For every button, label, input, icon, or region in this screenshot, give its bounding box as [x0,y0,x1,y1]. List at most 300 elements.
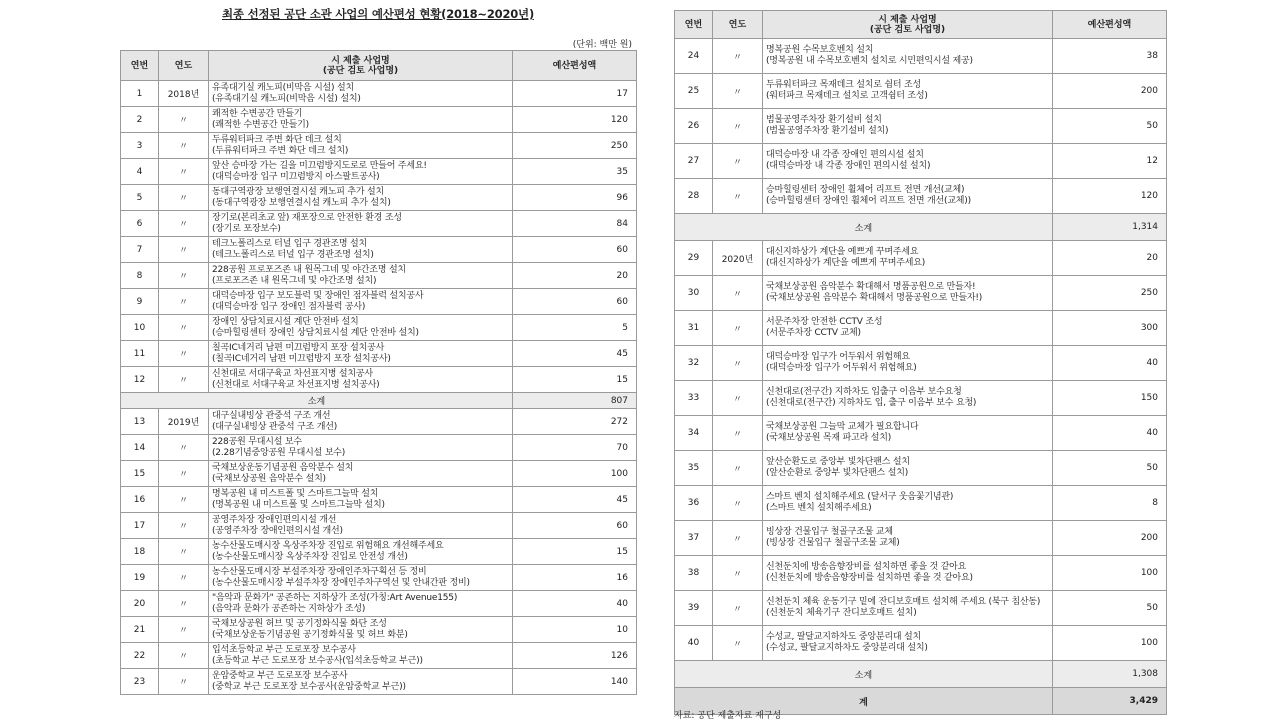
table-body-left [121,81,637,695]
project-name-reviewed: (앞산순환로 중앙부 빛차단팬스 설치) [766,468,909,478]
project-name-submitted: 유족대기실 캐노피(비막음 시설) 설치 [212,82,355,93]
row-number: 23 [121,669,159,695]
table-row [675,144,1167,179]
table-row [675,241,1167,276]
row-number: 11 [121,341,159,367]
row-project-name [209,81,513,107]
row-number: 30 [675,276,713,311]
row-project-name [763,109,1053,144]
project-name-submitted: 신천대로 서대구육교 차선표지병 설치공사 [212,368,373,379]
row-budget: 40 [513,591,637,617]
row-project-name [763,39,1053,74]
project-name-reviewed: (명복공원 내 수목보호벤치 설치로 시민편익시설 제공) [766,56,973,66]
table-row [121,289,637,315]
row-budget: 45 [513,341,637,367]
project-name-reviewed: (대덕승마장 입구가 어두워서 위험해요) [766,363,917,373]
project-name-submitted: 국채보상공원 그늘막 교체가 필요합니다 [766,422,919,432]
source-note: 자료: 공단 제출자료 재구성 [674,711,782,721]
row-project-name [209,565,513,591]
row-budget: 20 [513,263,637,289]
row-number: 3 [121,133,159,159]
table-row [121,409,637,435]
row-budget: 8 [1053,486,1167,521]
project-name-submitted: 명복공원 수목보호벤치 설치 [766,45,874,55]
project-name-submitted: 농수산물도매시장 옥상주차장 진입로 위험해요 개선해주세요 [212,540,444,551]
row-year: 〃 [713,39,763,74]
row-number: 2 [121,107,159,133]
project-name-submitted: 대덕승마장 입구가 어두워서 위험해요 [766,352,910,362]
project-name-reviewed: (프로포즈존 내 원목그네 및 야간조명 설치) [212,275,377,286]
project-name-reviewed: (칠곡IC네거리 남편 미끄럼방지 포장 설치공사) [212,353,391,364]
row-budget: 38 [1053,39,1167,74]
table-row [675,556,1167,591]
row-budget: 40 [1053,416,1167,451]
row-year: 〃 [713,521,763,556]
row-number: 4 [121,159,159,185]
project-name-submitted: 수성교, 팔달교지하차도 중앙분리대 설치 [766,632,922,642]
project-name-submitted: 228공원 프로포즈존 내 원목그네 및 야간조명 설치 [212,264,406,275]
row-number: 39 [675,591,713,626]
row-year: 2020년 [713,241,763,276]
table-header-row [675,11,1167,39]
table-row [675,416,1167,451]
row-project-name [209,643,513,669]
row-budget: 20 [1053,241,1167,276]
project-name-reviewed: (중학교 부근 도로포장 보수공사(운암중학교 부근)) [212,681,406,692]
row-project-name [209,513,513,539]
subtotal-row [675,214,1167,241]
table-row [121,565,637,591]
project-name-submitted: 장애인 상담치료시설 계단 안전바 설치 [212,316,359,327]
row-project-name [209,237,513,263]
row-budget: 45 [513,487,637,513]
subtotal-budget: 807 [513,393,637,409]
row-number: 16 [121,487,159,513]
row-project-name [763,144,1053,179]
project-name-submitted: 승마힐링센터 장애인 휠체어 리프트 전면 개선(교체) [766,185,965,195]
project-name-submitted: 대덕승마장 입구 보도블럭 및 장애인 점자블럭 설치공사 [212,290,424,301]
row-budget: 140 [513,669,637,695]
table-row [121,133,637,159]
project-name-submitted: 앞산순환도로 중앙부 빛차단팬스 설치 [766,457,910,467]
table-header-row [121,51,637,81]
project-name-reviewed: (승마힐링센터 장애인 상담치료시설 계단 안전바 설치) [212,327,419,338]
budget-table-left [120,50,637,695]
project-name-submitted: 쾌적한 수변공간 만들기 [212,108,303,119]
total-budget: 3,429 [1053,688,1167,715]
row-budget: 60 [513,289,637,315]
row-project-name [209,669,513,695]
project-name-submitted: 빙상장 건물입구 철골구조물 교체 [766,527,893,537]
unit-label: (단위: 백만 원) [572,40,632,50]
project-name-reviewed: (농수산물도매시장 부설주차장 장애인주차구역선 및 안내간판 정비) [212,577,470,588]
project-name-submitted: 스마트 벤치 설치해주세요 (달서구 웃음꽃기념관) [766,492,954,502]
row-year: 〃 [159,513,209,539]
table-row [121,617,637,643]
row-budget: 272 [513,409,637,435]
header-year: 연도 [713,11,763,39]
row-project-name [209,435,513,461]
row-year: 〃 [713,74,763,109]
project-name-reviewed: (유족대기실 캐노피(비막음 시설) 설치) [212,93,361,104]
subtotal-label: 소계 [121,393,513,409]
row-number: 34 [675,416,713,451]
row-year: 〃 [159,159,209,185]
table-row [675,486,1167,521]
header-name-line2: (공단 검토 사업명) [869,24,946,35]
project-name-submitted: 범물공영주차장 환기설비 설치 [766,115,882,125]
header-name-line2: (공단 검토 사업명) [322,65,399,76]
project-name-submitted: 대덕승마장 내 각종 장애인 편의시설 설치 [766,150,924,160]
subtotal-budget: 1,308 [1053,661,1167,688]
row-number: 35 [675,451,713,486]
table-row [121,461,637,487]
project-name-reviewed: (대구실내빙상 관중석 구조 개선) [212,421,338,432]
row-year: 〃 [713,486,763,521]
row-number: 17 [121,513,159,539]
row-budget: 84 [513,211,637,237]
row-year: 2019년 [159,409,209,435]
row-number: 25 [675,74,713,109]
project-name-submitted: 장기로(본리초교 앞) 재포장으로 안전한 환경 조성 [212,212,402,223]
subtotal-label: 소계 [675,214,1053,241]
table-row [675,346,1167,381]
row-year: 〃 [159,617,209,643]
row-project-name [209,487,513,513]
row-number: 33 [675,381,713,416]
project-name-reviewed: (음악과 문화가 공존하는 지하상가 조성) [212,603,366,614]
row-project-name [209,539,513,565]
row-budget: 200 [1053,74,1167,109]
table-row [675,381,1167,416]
row-budget: 250 [1053,276,1167,311]
project-name-submitted: 신천둔치에 방송음향장비를 설치하면 좋을 것 같아요 [766,562,967,572]
project-name-submitted: 국채보상공원 음악분수 확대해서 명품공원으로 만들자! [766,282,976,292]
row-number: 6 [121,211,159,237]
row-budget: 70 [513,435,637,461]
row-budget: 5 [513,315,637,341]
row-number: 28 [675,179,713,214]
row-budget: 200 [1053,521,1167,556]
project-name-submitted: 국채보상공원 허브 및 공기정화식물 화단 조성 [212,618,387,629]
row-project-name [209,289,513,315]
project-name-reviewed: (국채보상운동기념공원 공기정화식물 및 허브 화분) [212,629,408,640]
row-project-name [209,263,513,289]
header-name-line1: 시 제출 사업명 [878,14,937,25]
row-number: 10 [121,315,159,341]
row-project-name [209,409,513,435]
table-row [675,276,1167,311]
row-budget: 10 [513,617,637,643]
header-no: 연번 [675,11,713,39]
row-project-name [763,179,1053,214]
row-year: 〃 [159,185,209,211]
row-year: 〃 [159,133,209,159]
project-name-reviewed: (테크노폴리스로 터널 입구 경관조명 설치) [212,249,374,260]
project-name-reviewed: (국채보상공원 음악분수 설치) [212,473,326,484]
row-number: 1 [121,81,159,107]
row-number: 9 [121,289,159,315]
project-name-submitted: 앞산 승마장 가는 길을 미끄럼방지도로로 만들어 주세요! [212,160,427,171]
row-project-name [209,133,513,159]
row-number: 29 [675,241,713,276]
row-number: 20 [121,591,159,617]
row-number: 19 [121,565,159,591]
table-row [675,74,1167,109]
project-name-reviewed: (쾌적한 수변공간 만들기) [212,119,309,130]
row-year: 〃 [159,107,209,133]
row-budget: 120 [513,107,637,133]
row-project-name [763,311,1053,346]
table-row [121,367,637,393]
table-row [121,185,637,211]
project-name-submitted: 대구실내빙상 관중석 구조 개선 [212,410,331,421]
row-budget: 300 [1053,311,1167,346]
header-name [209,51,513,81]
project-name-submitted: 서문주차장 안전한 CCTV 조성 [766,317,883,327]
row-year: 〃 [159,263,209,289]
row-year: 〃 [159,669,209,695]
project-name-submitted: 신천둔치 체육 운동기구 밑에 잔디보호매트 설치해 주세요 (북구 침산동) [766,597,1041,607]
row-year: 〃 [713,144,763,179]
row-project-name [209,315,513,341]
row-project-name [763,486,1053,521]
row-number: 21 [121,617,159,643]
row-number: 15 [121,461,159,487]
project-name-reviewed: (명복공원 내 미스트폴 및 스마트그늘막 설치) [212,499,385,510]
subtotal-label: 소계 [675,661,1053,688]
project-name-reviewed: (두류워터파크 주변 화단 데크 설치) [212,145,349,156]
project-name-reviewed: (대덕승마장 내 각종 장애인 편의시설 설치) [766,161,931,171]
project-name-reviewed: (공영주차장 장애인편의시설 개선) [212,525,343,536]
project-name-submitted: 공영주차장 장애인편의시설 개선 [212,514,337,525]
document-title: 최종 선정된 공단 소관 사업의 예산편성 현황(2018~2020년) [221,7,535,21]
project-name-submitted: 국채보상운동기념공원 음악분수 설치 [212,462,354,473]
row-number: 14 [121,435,159,461]
budget-table-right [674,10,1167,715]
table-row [675,521,1167,556]
table-row [121,315,637,341]
row-number: 26 [675,109,713,144]
row-number: 32 [675,346,713,381]
project-name-submitted: 농수산물도매시장 부설주차장 장애인주차구획선 등 정비 [212,566,427,577]
row-number: 7 [121,237,159,263]
row-budget: 100 [1053,556,1167,591]
row-year: 〃 [713,276,763,311]
row-project-name [209,159,513,185]
row-year: 〃 [713,109,763,144]
row-budget: 60 [513,237,637,263]
row-project-name [763,346,1053,381]
project-name-submitted: 신천대로(전구간) 지하차도 입출구 이음부 보수요청 [766,387,962,397]
row-year: 〃 [713,311,763,346]
row-project-name [209,211,513,237]
row-year: 〃 [159,591,209,617]
row-year: 〃 [159,643,209,669]
project-name-reviewed: (신천대로 서대구육교 차선표지병 설치공사) [212,379,380,390]
project-name-reviewed: (워터파크 목재데크 설치로 고객쉼터 조성) [766,91,928,101]
row-budget: 126 [513,643,637,669]
project-name-reviewed: (신천둔치 체육기구 잔디보호매트 설치) [766,608,917,618]
row-year: 〃 [713,416,763,451]
table-row [121,263,637,289]
row-year: 〃 [159,211,209,237]
project-name-reviewed: (스마트 벤치 설치해주세요) [766,503,872,513]
row-year: 〃 [713,626,763,661]
table-row [121,211,637,237]
row-project-name [763,626,1053,661]
table-row [121,591,637,617]
row-project-name [209,367,513,393]
row-number: 38 [675,556,713,591]
row-year: 〃 [159,237,209,263]
project-name-reviewed: (범물공영주차장 환기설비 설치) [766,126,889,136]
project-name-reviewed: (서문주차장 CCTV 교체) [766,328,861,338]
project-name-reviewed: (대신지하상가 계단을 예쁘게 꾸며주세요) [766,258,926,268]
row-year: 2018년 [159,81,209,107]
table-row [121,435,637,461]
row-year: 〃 [159,539,209,565]
subtotal-budget: 1,314 [1053,214,1167,241]
row-project-name [763,381,1053,416]
project-name-reviewed: (동대구역광장 보행연결시설 캐노피 추가 설치) [212,197,391,208]
project-name-reviewed: (대덕승마장 입구 장애인 점자블럭 공사) [212,301,366,312]
project-name-reviewed: (대덕승마장 입구 미끄럼방지 아스팔트공사) [212,171,380,182]
row-project-name [763,556,1053,591]
row-budget: 100 [1053,626,1167,661]
row-budget: 50 [1053,451,1167,486]
row-project-name [209,341,513,367]
project-name-reviewed: (승마힐링센터 장애인 휠체어 리프트 전면 개선(교체)) [766,196,971,206]
table-row [675,179,1167,214]
row-number: 31 [675,311,713,346]
subtotal-row [675,661,1167,688]
row-project-name [209,461,513,487]
row-budget: 16 [513,565,637,591]
header-name [763,11,1053,39]
table-body-right [675,39,1167,715]
row-number: 27 [675,144,713,179]
row-budget: 250 [513,133,637,159]
row-project-name [209,107,513,133]
project-name-reviewed: (초등학교 부근 도로포장 보수공사(입석초등학교 부근)) [212,655,423,666]
row-budget: 50 [1053,109,1167,144]
table-row [121,237,637,263]
row-number: 8 [121,263,159,289]
row-budget: 150 [1053,381,1167,416]
row-year: 〃 [159,315,209,341]
row-budget: 50 [1053,591,1167,626]
row-number: 13 [121,409,159,435]
table-row [675,39,1167,74]
project-name-submitted: 두류워터파크 목재데크 설치로 쉼터 조성 [766,80,922,90]
row-budget: 120 [1053,179,1167,214]
project-name-submitted: 입석초등학교 부근 도로포장 보수공사 [212,644,356,655]
row-year: 〃 [159,367,209,393]
table-row [121,159,637,185]
row-year: 〃 [159,565,209,591]
table-row [675,451,1167,486]
row-budget: 35 [513,159,637,185]
header-budget: 예산편성액 [1053,11,1167,39]
row-project-name [763,521,1053,556]
row-project-name [763,241,1053,276]
row-number: 24 [675,39,713,74]
row-year: 〃 [713,591,763,626]
row-project-name [209,185,513,211]
row-year: 〃 [713,556,763,591]
table-row [675,626,1167,661]
row-budget: 96 [513,185,637,211]
table-row [675,311,1167,346]
table-row [121,341,637,367]
row-project-name [763,451,1053,486]
table-row [121,513,637,539]
header-no: 연번 [121,51,159,81]
table-row [121,487,637,513]
total-label: 계 [675,688,1053,715]
row-year: 〃 [713,451,763,486]
table-row [675,591,1167,626]
project-name-submitted: 테크노폴리스로 터널 입구 경관조명 설치 [212,238,368,249]
row-year: 〃 [713,381,763,416]
project-name-reviewed: (국채보상공원 목재 파고라 설치) [766,433,892,443]
header-year: 연도 [159,51,209,81]
row-number: 37 [675,521,713,556]
row-number: 5 [121,185,159,211]
project-name-submitted: 두류워터파크 주변 화단 데크 설치 [212,134,342,145]
row-project-name [763,416,1053,451]
subtotal-row [121,393,637,409]
row-year: 〃 [159,487,209,513]
row-year: 〃 [713,179,763,214]
row-project-name [763,591,1053,626]
project-name-reviewed: (수성교, 팔달교지하차도 중앙분리대 설치) [766,643,928,653]
project-name-submitted: 동대구역광장 보행연결시설 캐노피 추가 설치 [212,186,385,197]
project-name-submitted: 228공원 무대시설 보수 [212,436,302,447]
row-project-name [209,617,513,643]
project-name-submitted: "음악과 문화가" 공존하는 지하상가 조성(가칭:Art Avenue155) [212,592,458,603]
table-row [121,107,637,133]
project-name-submitted: 운암중학교 부근 도로포장 보수공사 [212,670,348,681]
row-budget: 12 [1053,144,1167,179]
project-name-submitted: 칠곡IC네거리 남편 미끄럼방지 포장 설치공사 [212,342,385,353]
project-name-reviewed: (장기로 포장보수) [212,223,281,234]
header-budget: 예산편성액 [513,51,637,81]
project-name-submitted: 명복공원 내 미스트폴 및 스마트그늘막 설치 [212,488,379,499]
project-name-reviewed: (신천둔치에 방송음향장비를 설치하면 좋을 것 같아요) [766,573,973,583]
row-number: 12 [121,367,159,393]
row-year: 〃 [713,346,763,381]
project-name-reviewed: (빙상장 건물입구 철골구조물 교체) [766,538,900,548]
table-row [121,539,637,565]
header-name-line1: 시 제출 사업명 [331,55,390,66]
row-year: 〃 [159,461,209,487]
row-project-name [763,74,1053,109]
row-budget: 15 [513,367,637,393]
table-row [121,81,637,107]
row-budget: 40 [1053,346,1167,381]
row-number: 40 [675,626,713,661]
row-year: 〃 [159,435,209,461]
row-budget: 100 [513,461,637,487]
row-year: 〃 [159,341,209,367]
table-row [121,643,637,669]
table-row [121,669,637,695]
row-budget: 60 [513,513,637,539]
row-project-name [763,276,1053,311]
row-number: 36 [675,486,713,521]
